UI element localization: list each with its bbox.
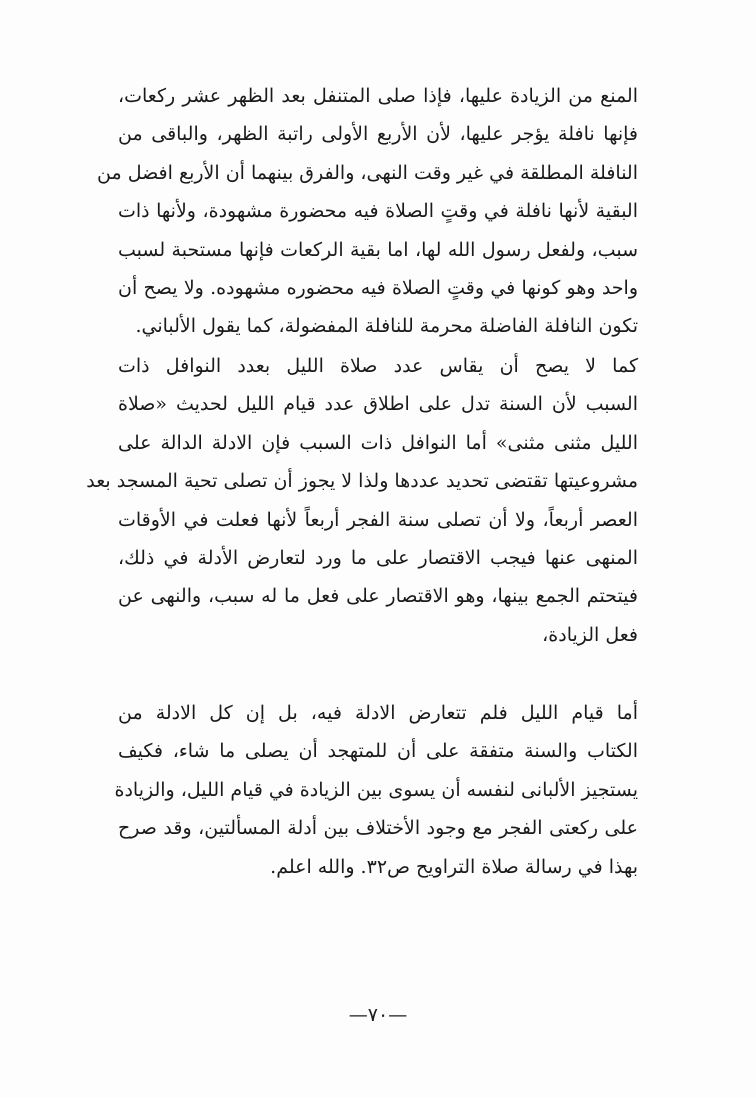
- text-line: فعل الزيادة،: [542, 623, 638, 646]
- text-line: المنهى عنها فيجب الاقتصار على ما ورد لتعارض الأدلة في ذلك،: [118, 546, 638, 569]
- text-line: بهذا في رسالة صلاة التراويح ص٣٢. والله اعلم.: [270, 855, 638, 878]
- text-line: على ركعتى الفجر مع وجود الأختلاف بين أدلة المسألتين، وقد صرح: [118, 817, 638, 840]
- text-line: مشروعيتها تقتضى تحديد عددها ولذا لا يجوز أن تصلى تحية المسجد بعد: [86, 470, 638, 493]
- text-line: واحد وهو كونها في وقتٍ الصلاة فيه محضوره مشهوده. ولا يصح أن: [118, 276, 638, 299]
- text-line: المنع من الزيادة عليها، فإذا صلى المتنفل بعد الظهر عشر ركعات،: [118, 85, 638, 107]
- text-line: السبب لأن السنة تدل على اطلاق عدد قيام الليل لحديث «صلاة: [118, 393, 638, 416]
- text-line: الليل مثنى مثنى» أما النوافل ذات السبب فإن الادلة الدالة على: [118, 431, 638, 454]
- text-line: أما قيام الليل فلم تتعارض الادلة فيه، بل إن كل الادلة من: [118, 702, 638, 724]
- page-number: —٧٠—: [348, 1004, 408, 1026]
- paragraph-1: [97, 77, 638, 346]
- text-line: الكتاب والسنة متفقة على أن للمتهجد أن يصلى ما شاء، فكيف: [118, 740, 638, 763]
- paragraph-2: [86, 347, 638, 654]
- paragraph-3: [114, 694, 638, 886]
- text-line: كما لا يصح أن يقاس عدد صلاة الليل بعدد النوافل ذات: [118, 355, 638, 377]
- text-line: فيتحتم الجمع بينها، وهو الاقتصار على فعل ما له سبب، والنهى عن: [118, 585, 638, 608]
- text-line: البقية لأنها نافلة في وقتٍ الصلاة فيه محضورة مشهودة، ولأنها ذات: [118, 200, 638, 223]
- text-line: تكون النافلة الفاضلة محرمة للنافلة المفضولة، كما يقول الألباني.: [135, 315, 638, 338]
- text-line: سبب، ولفعل رسول الله لها، اما بقية الركعات فإنها مستحبة لسبب: [118, 238, 638, 261]
- text-line: النافلة المطلقة في غير وقت النهى، والفرق بينهما أن الأربع افضل من: [97, 161, 638, 184]
- text-line: يستجيز الألبانى لنفسه أن يسوى بين الزيادة في قيام الليل، والزيادة: [114, 778, 638, 801]
- text-line: العصر أربعاً، ولا أن تصلى سنة الفجر أربعاً لأنها فعلت في الأوقات: [118, 508, 638, 531]
- text-line: فإنها نافلة يؤجر عليها، لأن الأربع الأولى راتبة الظهر، والباقى من: [118, 123, 638, 146]
